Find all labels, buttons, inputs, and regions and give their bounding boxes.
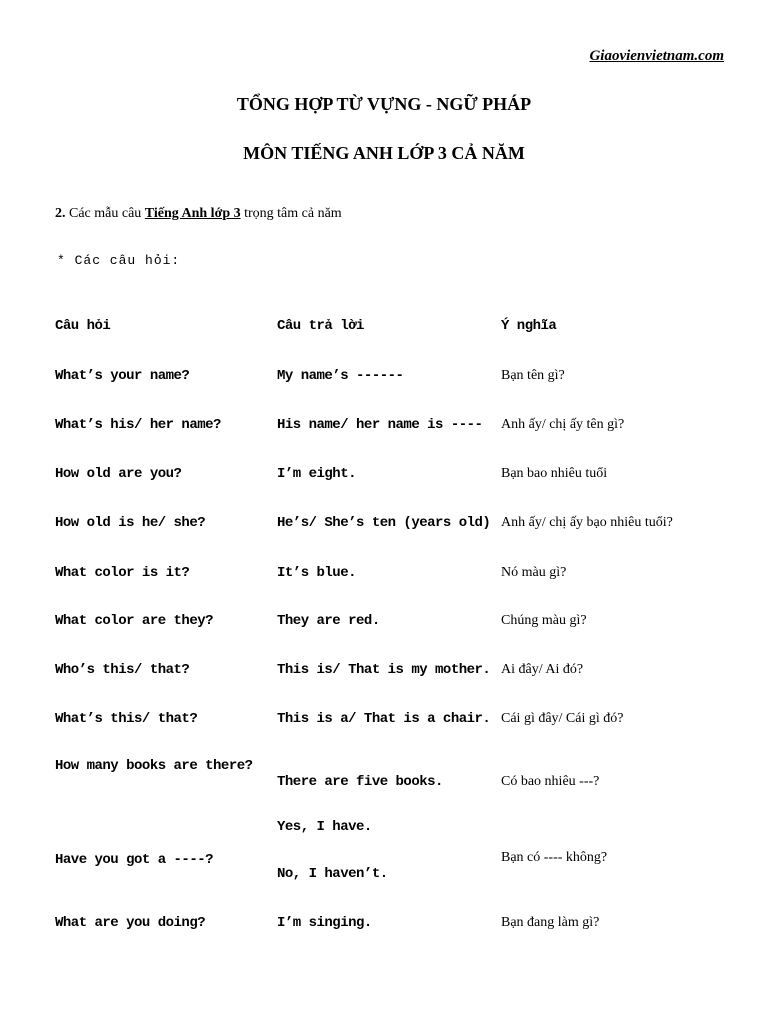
section-number: 2. bbox=[55, 206, 66, 221]
document-title: TỔNG HỢP TỪ VỰNG - NGỮ PHÁP bbox=[236, 94, 532, 114]
meaning-cell: Nó màu gì? bbox=[501, 565, 567, 580]
meaning-cell: Ai đây/ Ai đó? bbox=[501, 662, 584, 677]
answer-cell: There are five books. bbox=[277, 774, 443, 790]
answer-cell: Yes, I have. bbox=[277, 819, 372, 835]
question-cell: Who’s this/ that? bbox=[55, 662, 190, 678]
question-cell: What’s your name? bbox=[55, 368, 190, 384]
answer-cell: It’s blue. bbox=[277, 565, 357, 581]
answer-cell: This is/ That is my mother. bbox=[277, 662, 491, 678]
question-cell: What color are they? bbox=[55, 613, 214, 629]
question-cell: How many books are there? bbox=[55, 758, 253, 774]
answer-cell: This is a/ That is a chair. bbox=[277, 711, 491, 727]
answer-cell: They are red. bbox=[277, 613, 380, 629]
site-link[interactable]: Giaovienvietnam.com bbox=[589, 48, 724, 64]
section-heading bbox=[55, 206, 342, 222]
section-text-before: Các mẫu câu bbox=[69, 206, 142, 221]
answer-cell-alt: No, I haven’t. bbox=[277, 866, 388, 882]
document-subtitle: MÔN TIẾNG ANH LỚP 3 CẢ NĂM bbox=[243, 143, 525, 163]
question-cell: What are you doing? bbox=[55, 915, 206, 931]
answer-cell: He’s/ She’s ten (years old) bbox=[277, 515, 491, 531]
questions-subheading: * Các câu hỏi: bbox=[57, 253, 181, 268]
question-cell: What color is it? bbox=[55, 565, 190, 581]
meaning-cell: Bạn có ---- không? bbox=[501, 850, 608, 865]
question-cell: How old is he/ she? bbox=[55, 515, 206, 531]
meaning-cell: Có bao nhiêu ---? bbox=[501, 774, 600, 789]
answer-cell: My name’s ------ bbox=[277, 368, 404, 384]
header-answer: Câu trả lời bbox=[277, 318, 364, 334]
meaning-cell: Anh ấy/ chị ấy bạo nhiêu tuổi? bbox=[501, 515, 673, 530]
question-cell: What’s this/ that? bbox=[55, 711, 198, 727]
meaning-cell: Bạn bao nhiêu tuổi bbox=[501, 466, 608, 481]
section-link[interactable]: Tiếng Anh lớp 3 bbox=[144, 206, 241, 221]
question-cell: Have you got a ----? bbox=[55, 852, 214, 868]
meaning-cell: Bạn tên gì? bbox=[501, 368, 565, 383]
header-question: Câu hỏi bbox=[55, 318, 111, 334]
answer-cell: His name/ her name is ---- bbox=[277, 417, 483, 433]
meaning-cell: Bạn đang làm gì? bbox=[501, 915, 600, 930]
question-cell: How old are you? bbox=[55, 466, 182, 482]
question-cell: What’s his/ her name? bbox=[55, 417, 221, 433]
meaning-cell: Chúng màu gì? bbox=[501, 613, 587, 628]
answer-cell: I’m singing. bbox=[277, 915, 372, 931]
section-text-after: trọng tâm cả năm bbox=[244, 206, 342, 221]
meaning-cell: Cái gì đây/ Cái gì đó? bbox=[501, 711, 624, 726]
header-meaning: Ý nghĩa bbox=[501, 318, 557, 334]
answer-cell: I’m eight. bbox=[277, 466, 357, 482]
meaning-cell: Anh ấy/ chị ấy tên gì? bbox=[501, 417, 625, 432]
